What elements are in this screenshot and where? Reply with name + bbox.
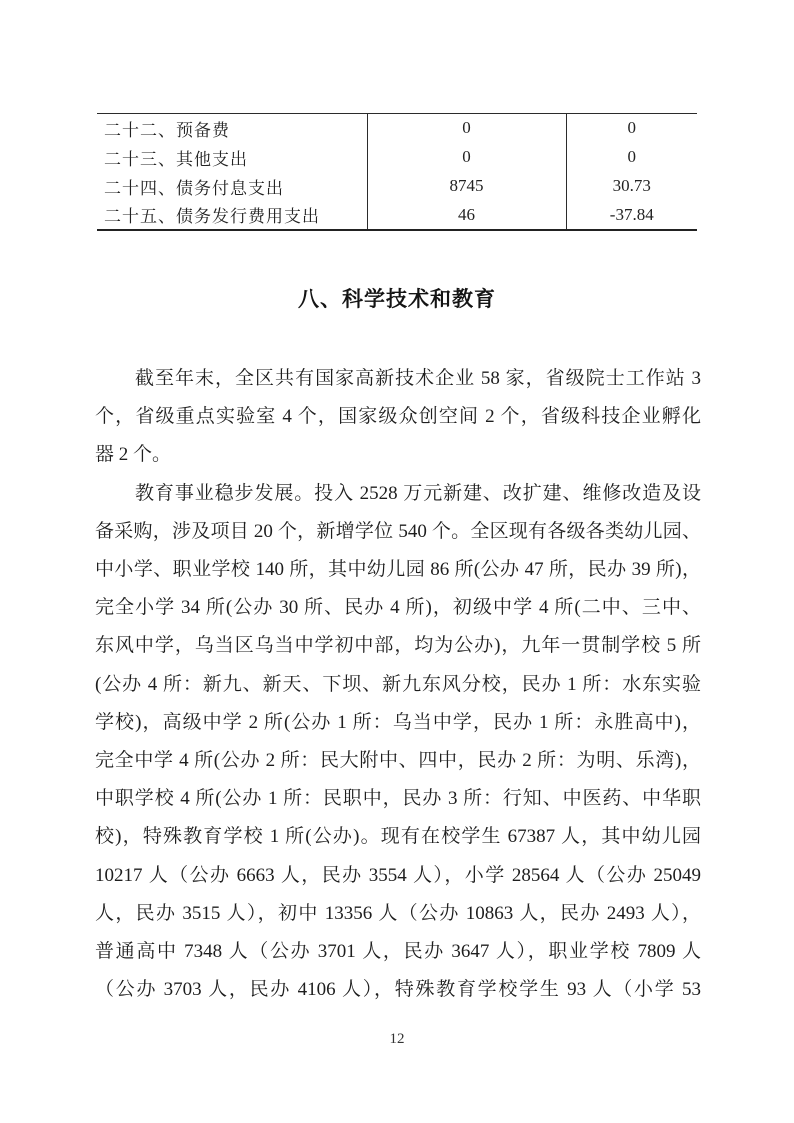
text-line: 东风中学，乌当区乌当中学初中部，均为公办)，九年一贯制学校 5 所 bbox=[95, 635, 701, 657]
text-line: 人，民办 3515 人），初中 13356 人（公办 10863 人，民办 2493 人）， bbox=[95, 902, 701, 924]
row-value: 0 bbox=[367, 114, 566, 143]
text-line: 完全中学 4 所(公办 2 所：民大附中、四中，民办 2 所：为明、乐湾)， bbox=[95, 750, 701, 772]
row-value: 8745 bbox=[367, 172, 566, 201]
body-text bbox=[95, 360, 701, 1009]
table-row bbox=[97, 172, 697, 201]
row-value: 46 bbox=[367, 201, 566, 230]
table-row bbox=[97, 143, 697, 172]
text-line: 10217 人（公办 6663 人，民办 3554 人），小学 28564 人（公办 25049 bbox=[95, 864, 701, 886]
text-line: （公办 3703 人，民办 4106 人），特殊教育学校学生 93 人（小学 53 bbox=[95, 979, 701, 1001]
section-heading: 八、科学技术和教育 bbox=[298, 288, 496, 311]
row-percent: 0 bbox=[627, 118, 636, 138]
text-line: 完全小学 34 所(公办 30 所、民办 4 所)，初级中学 4 所(二中、三中、 bbox=[95, 597, 701, 619]
text-line: (公办 4 所：新九、新天、下坝、新九东风分校，民办 1 所：水东实验 bbox=[95, 673, 701, 695]
text-line: 备采购，涉及项目 20 个，新增学位 540 个。全区现有各级各类幼儿园、 bbox=[95, 520, 701, 542]
table-row bbox=[97, 201, 697, 230]
text-line: 截至年末，全区共有国家高新技术企业 58 家，省级院士工作站 3 bbox=[135, 368, 701, 389]
text-line: 普通高中 7348 人（公办 3701 人，民办 3647 人），职业学校 7809 人 bbox=[95, 941, 701, 963]
row-percent: -37.84 bbox=[609, 204, 654, 224]
page-number: 12 bbox=[389, 1031, 405, 1047]
row-percent: 30.73 bbox=[612, 176, 651, 195]
text-line: 器 2 个。 bbox=[95, 444, 172, 466]
text-line: 个，省级重点实验室 4 个，国家级众创空间 2 个，省级科技企业孵化 bbox=[95, 406, 701, 428]
row-label: 二十五、债务发行费用支出 bbox=[104, 207, 320, 226]
text-line: 学校)，高级中学 2 所(公办 1 所：乌当中学，民办 1 所：永胜高中)， bbox=[95, 711, 701, 733]
text-line: 中小学、职业学校 140 所，其中幼儿园 86 所(公办 47 所，民办 39 所)， bbox=[95, 559, 701, 581]
text-line: 中职学校 4 所(公办 1 所：民职中，民办 3 所：行知、中医药、中华职 bbox=[95, 788, 701, 810]
row-percent: 0 bbox=[627, 147, 636, 166]
budget-table-container bbox=[97, 113, 697, 231]
row-value: 0 bbox=[367, 143, 566, 172]
row-label: 二十三、其他支出 bbox=[104, 149, 248, 169]
table-row bbox=[97, 114, 697, 143]
row-label: 二十四、债务付息支出 bbox=[104, 178, 284, 198]
text-line: 教育事业稳步发展。投入 2528 万元新建、改扩建、维修改造及设 bbox=[135, 482, 701, 504]
row-label: 二十二、预备费 bbox=[104, 120, 230, 140]
text-line: 校)，特殊教育学校 1 所(公办)。现有在校学生 67387 人，其中幼儿园 bbox=[95, 826, 701, 848]
budget-table-body bbox=[97, 114, 697, 230]
budget-table bbox=[97, 113, 697, 231]
